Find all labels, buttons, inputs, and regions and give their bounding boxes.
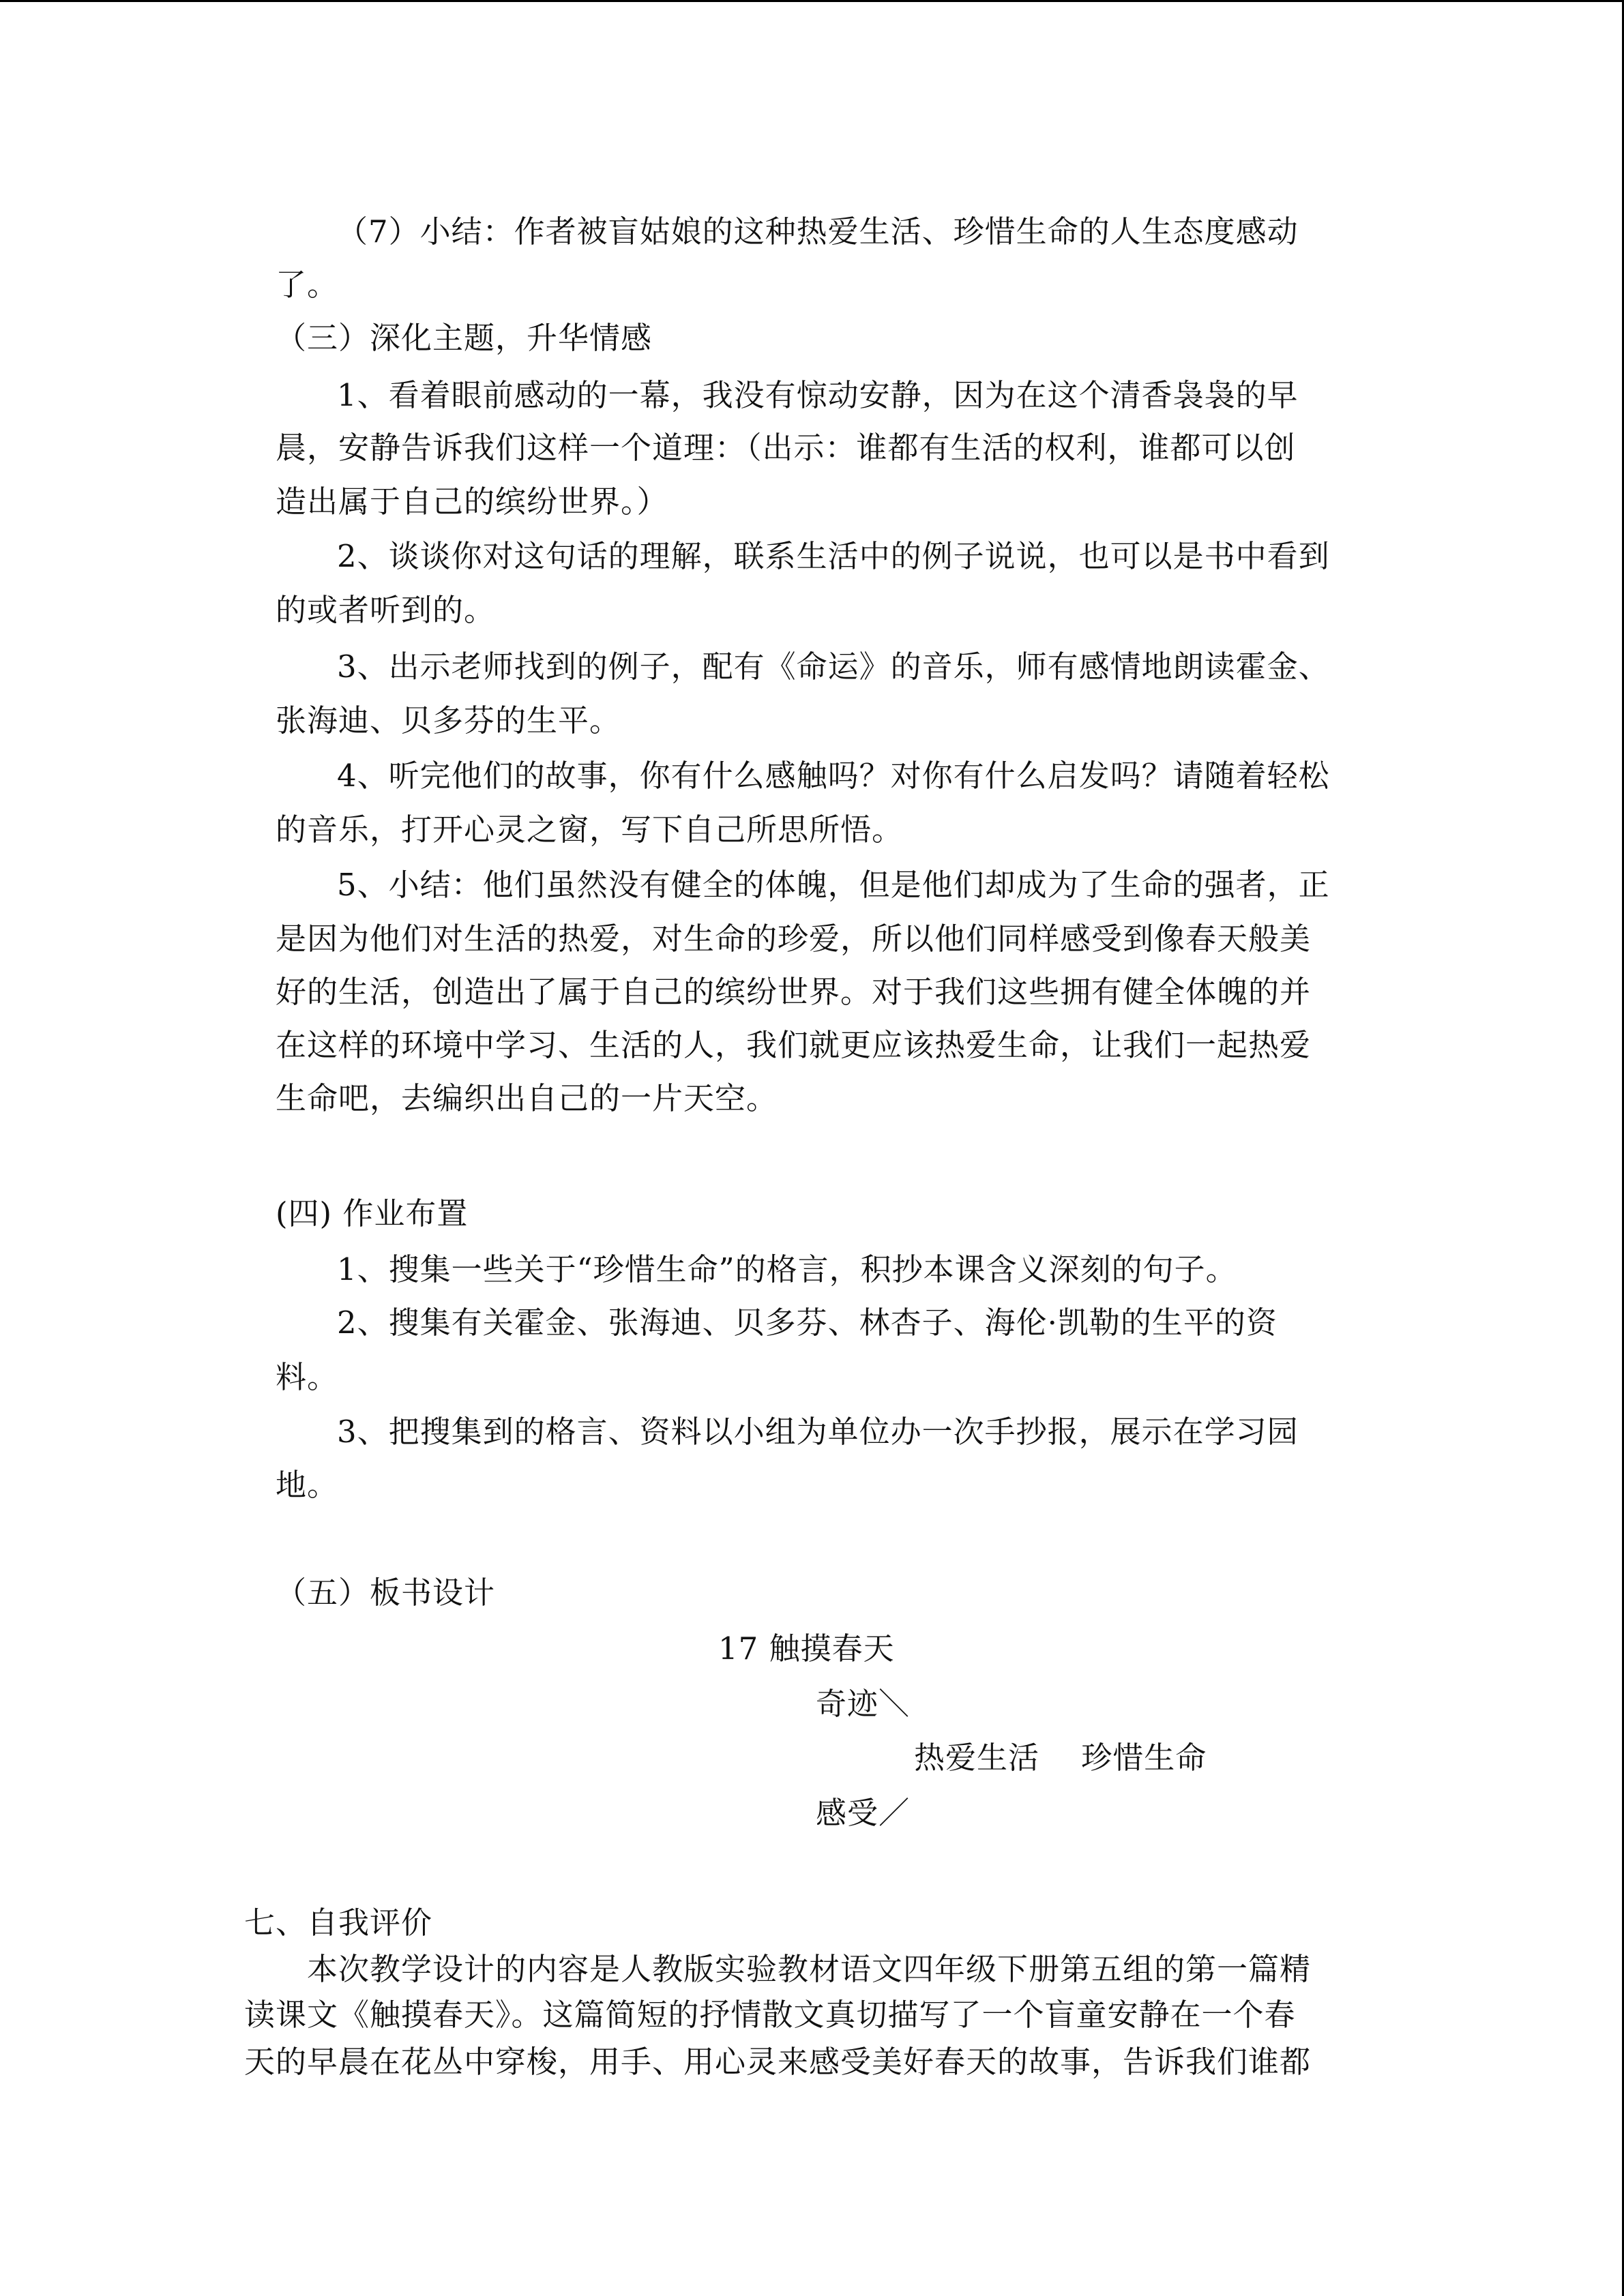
paragraph-line: 地。 — [276, 1467, 339, 1503]
paragraph-line: 本次教学设计的内容是人教版实验教材语文四年级下册第五组的第一篇精 — [307, 1951, 1312, 1987]
section-heading: 七、自我评价 — [244, 1905, 433, 1941]
paragraph-line: （7）小结：作者被盲姑娘的这种热爱生活、珍惜生命的人生态度感动 — [337, 213, 1299, 250]
paragraph-line: 生命吧，去编织出自己的一片天空。 — [276, 1080, 778, 1116]
paragraph-line: 在这样的环境中学习、生活的人，我们就更应该热爱生命，让我们一起热爱 — [276, 1027, 1312, 1063]
paragraph-line: 晨，安静告诉我们这样一个道理：（出示：谁都有生活的权利，谁都可以创 — [276, 430, 1296, 466]
paragraph-line: 了。 — [276, 267, 339, 303]
paragraph-line: 读课文《触摸春天》。这篇简短的抒情散文真切描写了一个盲童安静在一个春 — [244, 1997, 1296, 2033]
paragraph-line: 的或者听到的。 — [276, 592, 496, 628]
paragraph-line: 5、小结：他们虽然没有健全的体魄，但是他们却成为了生命的强者，正 — [337, 867, 1330, 903]
board-item: 感受／ — [816, 1795, 911, 1831]
section-heading: (四) 作业布置 — [276, 1195, 469, 1232]
paragraph-line: 2、谈谈你对这句话的理解，联系生活中的例子说说，也可以是书中看到 — [337, 538, 1330, 574]
section-heading: （五）板书设计 — [276, 1575, 496, 1611]
page-border-top — [0, 0, 1624, 2]
paragraph-line: 是因为他们对生活的热爱，对生命的珍爱，所以他们同样感受到像春天般美 — [276, 921, 1312, 957]
section-heading: （三）深化主题，升华情感 — [276, 320, 653, 356]
paragraph-line: 3、出示老师找到的例子，配有《命运》的音乐，师有感情地朗读霍金、 — [337, 648, 1330, 685]
board-title: 17 触摸春天 — [718, 1630, 895, 1667]
paragraph-line: 4、听完他们的故事，你有什么感触吗？对你有什么启发吗？请随着轻松 — [337, 758, 1330, 794]
paragraph-line: 张海迪、贝多芬的生平。 — [276, 702, 621, 739]
paragraph-line: 1、看着眼前感动的一幕，我没有惊动安静，因为在这个清香袅袅的早 — [337, 377, 1299, 413]
paragraph-line: 料。 — [276, 1359, 339, 1395]
paragraph-line: 好的生活，创造出了属于自己的缤纷世界。对于我们这些拥有健全体魄的并 — [276, 974, 1312, 1010]
paragraph-line: 的音乐，打开心灵之窗，写下自己所思所悟。 — [276, 811, 904, 848]
paragraph-line: 天的早晨在花丛中穿梭，用手、用心灵来感受美好春天的故事，告诉我们谁都 — [244, 2044, 1312, 2080]
board-item: 奇迹＼ — [816, 1686, 911, 1722]
paragraph-line: 1、搜集一些关于“珍惜生命”的格言，积抄本课含义深刻的句子。 — [337, 1251, 1237, 1287]
paragraph-line: 造出属于自己的缤纷世界。） — [276, 483, 668, 520]
board-item: 热爱生活 珍惜生命 — [914, 1740, 1207, 1776]
paragraph-line: 2、搜集有关霍金、张海迪、贝多芬、林杏子、海伦·凯勒的生平的资 — [337, 1304, 1278, 1341]
paragraph-line: 3、把搜集到的格言、资料以小组为单位办一次手抄报，展示在学习园 — [337, 1414, 1299, 1450]
